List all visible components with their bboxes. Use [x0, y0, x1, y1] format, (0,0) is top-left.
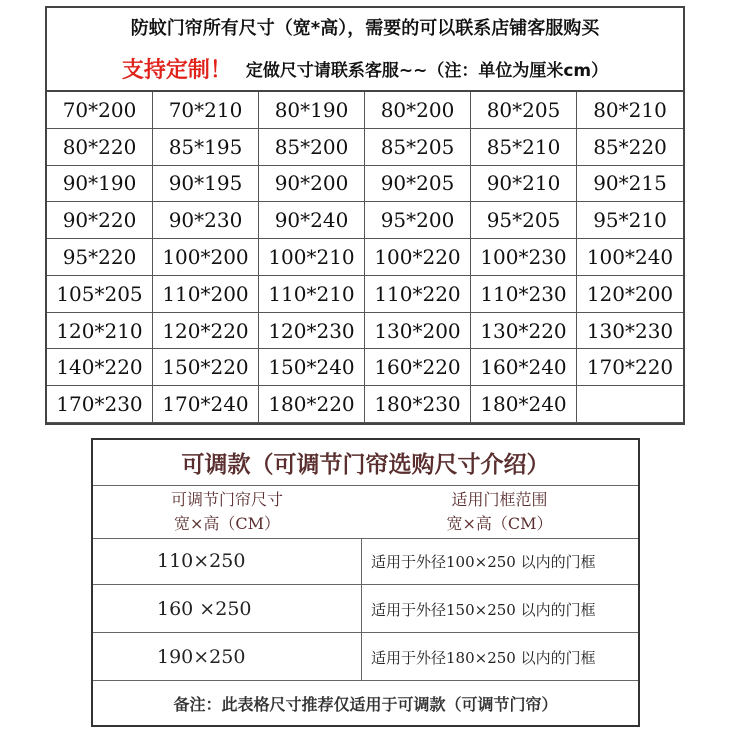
size-cell: 70*210 [153, 92, 259, 129]
size-table [45, 6, 685, 425]
size-cell: 95*200 [365, 202, 471, 239]
size-cell: 80*210 [577, 92, 683, 129]
size-cell: 170*240 [153, 386, 259, 423]
size-cell: 120*210 [47, 313, 153, 350]
size-grid [47, 92, 683, 423]
size-cell: 100*220 [365, 239, 471, 276]
customization-note [47, 46, 683, 92]
size-cell: 85*220 [577, 129, 683, 166]
adjustable-table [91, 438, 640, 727]
adjustable-table-title: 可调款（可调节门帘选购尺寸介绍） [93, 440, 638, 486]
col-head-curtain-size-line2: 宽×高（CM） [173, 514, 281, 533]
col-head-curtain-size [93, 486, 361, 538]
size-cell: 95*220 [47, 239, 153, 276]
size-cell: 170*230 [47, 386, 153, 423]
size-cell: 120*220 [153, 313, 259, 350]
row-range: 适用于外径150×250 以内的门框 [371, 600, 596, 619]
size-cell: 90*215 [577, 166, 683, 203]
size-cell: 70*200 [47, 92, 153, 129]
col-head-door-range-line1: 适用门框范围 [451, 490, 548, 509]
size-cell: 140*220 [47, 349, 153, 386]
size-table-header: 防蚊门帘所有尺寸（宽*高），需要的可以联系店铺客服购买 [130, 18, 600, 39]
size-cell: 85*210 [471, 129, 577, 166]
size-cell: 180*230 [365, 386, 471, 423]
row-range: 适用于外径100×250 以内的门框 [371, 552, 596, 571]
size-cell: 80*200 [365, 92, 471, 129]
size-cell: 160*220 [365, 349, 471, 386]
size-cell: 90*200 [259, 166, 365, 203]
size-cell: 110*210 [259, 276, 365, 313]
size-cell: 80*205 [471, 92, 577, 129]
size-cell: 100*240 [577, 239, 683, 276]
table-row [93, 538, 638, 584]
size-cell: 90*230 [153, 202, 259, 239]
size-cell: 100*210 [259, 239, 365, 276]
size-cell: 90*195 [153, 166, 259, 203]
size-cell: 180*240 [471, 386, 577, 423]
size-cell: 180*220 [259, 386, 365, 423]
size-cell: 85*200 [259, 129, 365, 166]
size-cell: 110*230 [471, 276, 577, 313]
size-cell: 95*210 [577, 202, 683, 239]
size-cell: 105*205 [47, 276, 153, 313]
divider [93, 632, 638, 633]
size-cell: 100*230 [471, 239, 577, 276]
size-cell: 170*220 [577, 349, 683, 386]
size-cell: 90*210 [471, 166, 577, 203]
custom-contact-note: 定做尺寸请联系客服~~（注：单位为厘米cm） [245, 60, 609, 81]
size-cell: 160*240 [471, 349, 577, 386]
size-cell: 110*200 [153, 276, 259, 313]
col-head-door-range-line2: 宽×高（CM） [446, 514, 553, 533]
size-cell: 80*190 [259, 92, 365, 129]
col-head-door-range [361, 486, 638, 538]
divider [93, 584, 638, 585]
custom-support-label: 支持定制！ [121, 57, 232, 83]
size-cell: 95*205 [471, 202, 577, 239]
col-head-curtain-size-line1: 可调节门帘尺寸 [170, 490, 283, 509]
size-cell: 130*230 [577, 313, 683, 350]
table-row [93, 586, 638, 632]
row-range: 适用于外径180×250 以内的门框 [371, 648, 596, 667]
size-cell: 110*220 [365, 276, 471, 313]
size-cell: 90*190 [47, 166, 153, 203]
size-cell: 100*200 [153, 239, 259, 276]
size-cell: 150*240 [259, 349, 365, 386]
size-cell: 90*240 [259, 202, 365, 239]
row-size: 160 ×250 [157, 598, 252, 620]
size-cell [577, 386, 683, 423]
row-size: 110×250 [157, 550, 246, 572]
size-cell: 120*200 [577, 276, 683, 313]
size-cell: 120*230 [259, 313, 365, 350]
size-cell: 90*220 [47, 202, 153, 239]
row-size: 190×250 [157, 646, 246, 668]
size-cell: 80*220 [47, 129, 153, 166]
size-cell: 90*205 [365, 166, 471, 203]
size-cell: 150*220 [153, 349, 259, 386]
size-cell: 130*200 [365, 313, 471, 350]
table-row [93, 634, 638, 680]
size-cell: 130*220 [471, 313, 577, 350]
size-cell: 85*195 [153, 129, 259, 166]
adjustable-table-footer: 备注：此表格尺寸推荐仅适用于可调款（可调节门帘） [173, 695, 558, 714]
size-cell: 85*205 [365, 129, 471, 166]
